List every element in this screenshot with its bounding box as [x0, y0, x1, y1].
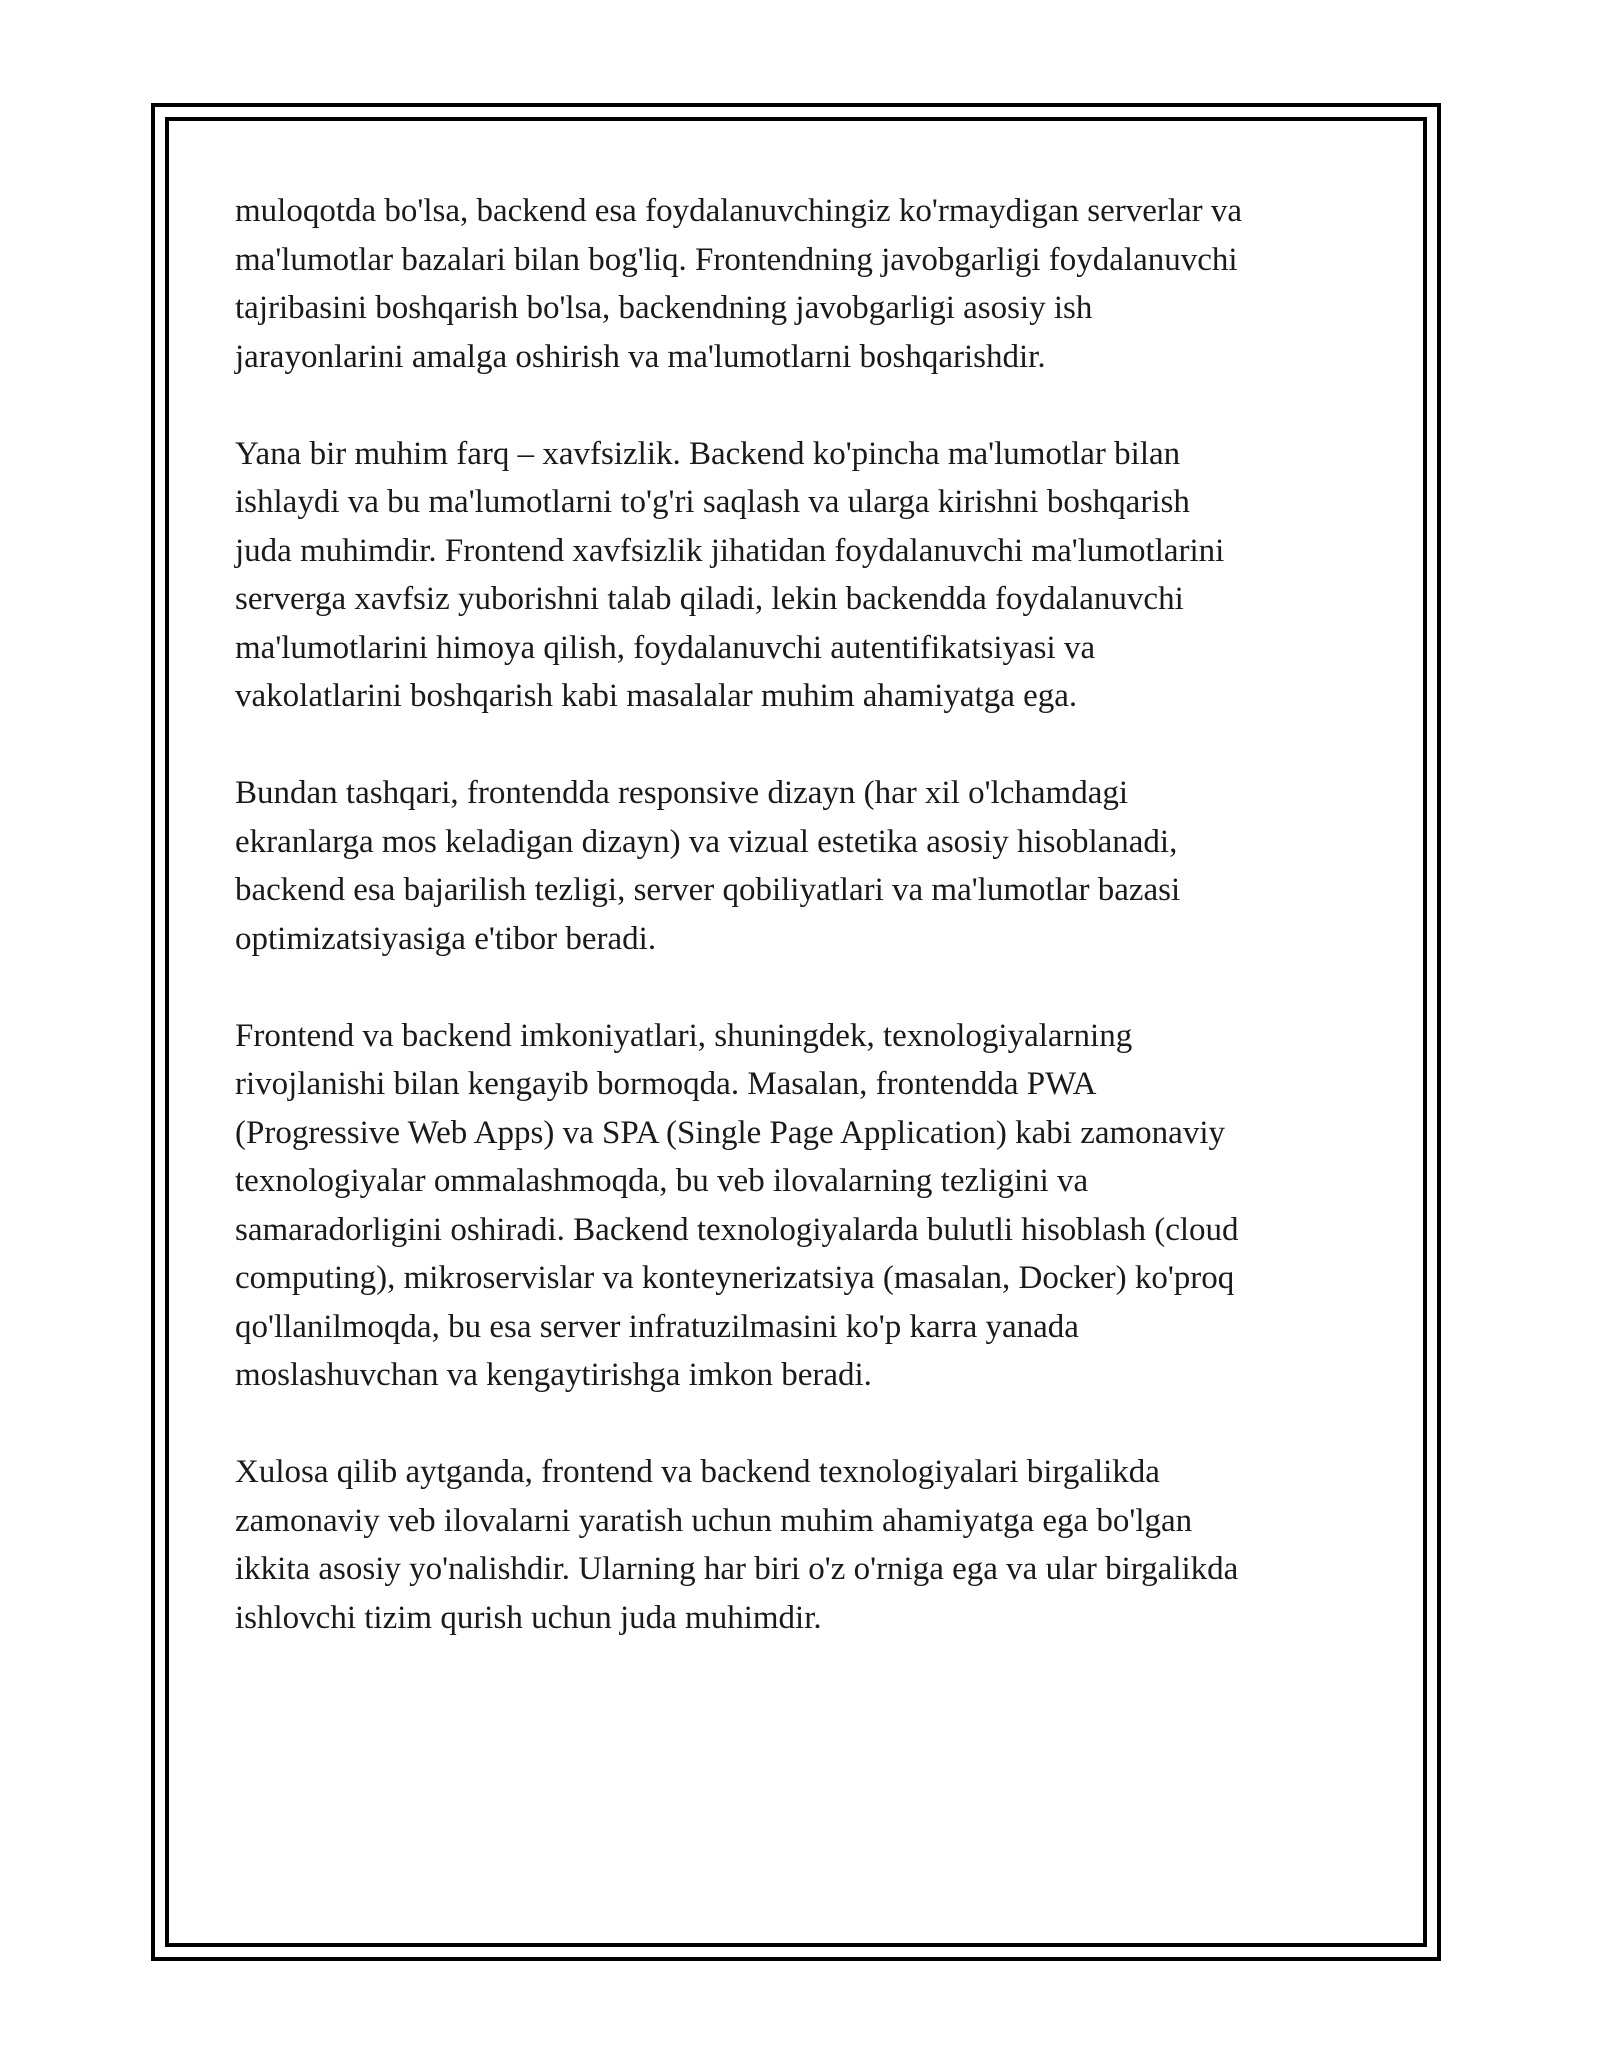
text-line: optimizatsiyasiga e'tibor beradi. [235, 920, 657, 957]
text-line: ma'lumotlarini himoya qilish, foydalanuvchi autentifikatsiyasi va [235, 629, 1096, 666]
text-line: juda muhimdir. Frontend xavfsizlik jihatidan foydalanuvchi ma'lumotlarini [235, 532, 1225, 569]
text-line: backend esa bajarilish tezligi, server qobiliyatlari va ma'lumotlar bazasi [235, 872, 1181, 908]
text-line: Bundan tashqari, frontendda responsive dizayn (har xil o'lchamdagi [235, 775, 1129, 811]
text-line: ikkita asosiy yo'nalishdir. Ularning har biri o'z o'rniga ega va ular birgalikda [235, 1551, 1239, 1587]
paragraph-2 [235, 430, 1365, 721]
paragraph-4 [235, 1012, 1365, 1400]
text-line: muloqotda bo'lsa, backend esa foydalanuvchingiz ko'rmaydigan serverlar va [235, 193, 1243, 229]
text-line: Xulosa qilib aytganda, frontend va backend texnologiyalari birgalikda [235, 1454, 1160, 1490]
paragraph-1 [235, 187, 1365, 381]
text-line: samaradorligini oshiradi. Backend texnologiyalarda bulutli hisoblash (cloud [235, 1211, 1239, 1248]
text-line: Frontend va backend imkoniyatlari, shuningdek, texnologiyalarning [235, 1017, 1133, 1054]
text-line: zamonaviy veb ilovalarni yaratish uchun muhim ahamiyatga ega bo'lgan [235, 1502, 1193, 1539]
text-line: moslashuvchan va kengaytirishga imkon beradi. [235, 1357, 872, 1393]
text-line: qo'llanilmoqda, bu esa server infratuzilmasini ko'p karra yanada [235, 1308, 1079, 1345]
text-line: vakolatlarini boshqarish kabi masalalar muhim ahamiyatga ega. [235, 678, 1078, 714]
paragraph-5 [235, 1448, 1365, 1642]
paragraph-3 [235, 769, 1365, 963]
text-line: ma'lumotlar bazalari bilan bog'liq. Frontendning javobgarligi foydalanuvchi [235, 241, 1238, 278]
text-line: ishlaydi va bu ma'lumotlarni to'g'ri saqlash va ularga kirishni boshqarish [235, 484, 1190, 520]
text-line: (Progressive Web Apps) va SPA (Single Page Application) kabi zamonaviy [235, 1114, 1225, 1151]
text-line: serverga xavfsiz yuborishni talab qiladi, lekin backendda foydalanuvchi [235, 581, 1184, 617]
text-line: ekranlarga mos keladigan dizayn) va vizual estetika asosiy hisoblanadi, [235, 823, 1178, 860]
text-line: rivojlanishi bilan kengayib bormoqda. Masalan, frontendda PWA [235, 1066, 1097, 1102]
text-line: tajribasini boshqarish bo'lsa, backendning javobgarligi asosiy ish [235, 290, 1093, 326]
text-line: jarayonlarini amalga oshirish va ma'lumotlarni boshqarishdir. [235, 338, 1046, 375]
text-line: computing), mikroservislar va konteynerizatsiya (masalan, Docker) ko'proq [235, 1260, 1235, 1296]
document-body [235, 187, 1365, 1691]
text-line: Yana bir muhim farq – xavfsizlik. Backend ko'pincha ma'lumotlar bilan [235, 435, 1181, 472]
text-line: texnologiyalar ommalashmoqda, bu veb ilovalarning tezligini va [235, 1163, 1089, 1199]
text-line: ishlovchi tizim qurish uchun juda muhimdir. [235, 1599, 822, 1636]
